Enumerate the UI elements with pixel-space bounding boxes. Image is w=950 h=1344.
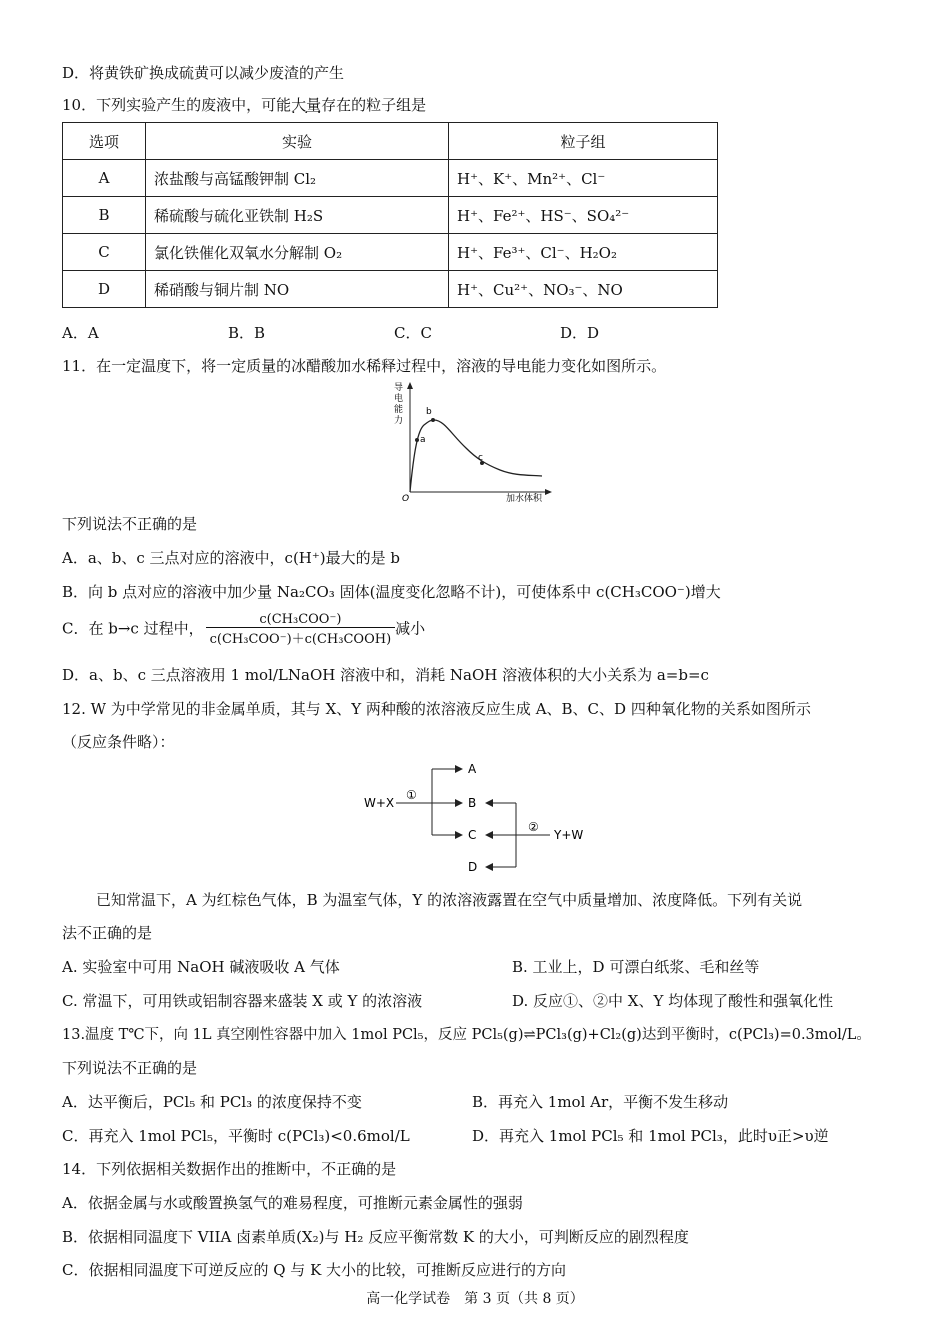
reaction-2-label: ②: [528, 820, 539, 834]
q10-stem-emphasis: 大量存在 · · ·: [291, 96, 351, 114]
table-cell-experiment: 稀硫酸与硫化亚铁制 H₂S: [146, 197, 449, 234]
q14-option-b: B．依据相同温度下 VIIA 卤素单质(X₂)与 H₂ 反应平衡常数 K 的大小，可判断反应的剧烈程度: [62, 1228, 689, 1246]
q10-choice-a: A．A: [62, 324, 99, 342]
q10-choices: [62, 322, 726, 343]
q12-stem-line1: 12. W 为中学常见的非金属单质，其与 X、Y 两种酸的浓溶液反应生成 A、B、C、D 四种氧化物的关系如图所示: [62, 700, 811, 718]
q13-option-c: C．再充入 1mol PCl₅，平衡时 c(PCl₃)<0.6mol/L: [62, 1127, 410, 1145]
q13-stem-line2: 下列说法不正确的是: [62, 1059, 198, 1077]
table-cell-option: A: [63, 160, 146, 197]
point-b: [431, 418, 435, 422]
q13-option-d: D．再充入 1mol PCl₅ 和 1mol PCl₃，此时υ正>υ逆: [472, 1127, 829, 1145]
q11-option-c-post: 减小: [395, 619, 426, 638]
point-c-label: c: [478, 453, 483, 463]
table-cell-option: C: [63, 234, 146, 271]
table-row: [63, 197, 718, 234]
y-axis-label-4: 力: [394, 416, 404, 426]
table-header-cell: 粒子组: [449, 123, 718, 160]
origin-label: O: [402, 494, 410, 504]
q10-stem: [62, 94, 426, 115]
reactants-y-w: Y+W: [554, 828, 584, 842]
y-axis-label-2: 电: [394, 394, 404, 404]
q12-reaction-diagram: [360, 755, 600, 877]
q11-option-a: A．a、b、c 三点对应的溶液中，c(H⁺)最大的是 b: [62, 549, 401, 567]
q11-option-c-pre: C．在 b→c 过程中，: [62, 619, 204, 638]
point-a-label: a: [420, 435, 426, 445]
y-axis-label-3: 能: [394, 405, 404, 415]
q12-context-line1: 已知常温下，A 为红棕色气体，B 为温室气体，Y 的浓溶液露置在空气中质量增加、浓度降低。下列有关说: [96, 891, 803, 909]
point-b-label: b: [426, 407, 432, 417]
table-row: [63, 234, 718, 271]
q14-option-a: A．依据金属与水或酸置换氢气的难易程度，可推断元素金属性的强弱: [62, 1194, 523, 1212]
table-cell-ions: H⁺、Cu²⁺、NO₃⁻、NO: [449, 271, 718, 308]
product-a: A: [468, 762, 477, 776]
product-b: B: [468, 796, 477, 810]
product-c: C: [468, 828, 477, 842]
q12-option-c: C. 常温下，可用铁或铝制容器来盛装 X 或 Y 的浓溶液: [62, 992, 423, 1010]
q12-stem-line2: （反应条件略）：: [62, 733, 175, 751]
q12-option-d: D. 反应①、②中 X、Y 均体现了酸性和强氧化性: [512, 992, 834, 1010]
fraction-denominator: c(CH₃COO⁻)＋c(CH₃COOH): [209, 632, 392, 647]
x-axis-arrow: [545, 489, 552, 495]
table-cell-option: B: [63, 197, 146, 234]
q11-conductivity-graph: [390, 380, 560, 504]
q11-stem: 11．在一定温度下，将一定质量的冰醋酸加水稀释过程中，溶液的导电能力变化如图所示。: [62, 357, 667, 375]
q13-option-a: A．达平衡后，PCl₅ 和 PCl₃ 的浓度保持不变: [62, 1093, 362, 1111]
q10-choice-b: B．B: [228, 324, 266, 342]
q13-option-b: B．再充入 1mol Ar，平衡不发生移动: [472, 1093, 729, 1111]
q11-fraction: [206, 612, 396, 647]
q11-option-c: [62, 612, 425, 647]
q11-prompt: 下列说法不正确的是: [62, 515, 198, 533]
table-cell-ions: H⁺、Fe²⁺、HS⁻、SO₄²⁻: [449, 197, 718, 234]
q10-stem-pre: 10．下列实验产生的废液中，可能: [62, 96, 292, 114]
reactants-w-x: W+X: [364, 796, 395, 810]
q12-option-b: B. 工业上，D 可漂白纸浆、毛和丝等: [512, 958, 760, 976]
q14-option-c: C．依据相同温度下可逆反应的 Q 与 K 大小的比较，可推断反应进行的方向: [62, 1261, 567, 1279]
q11-option-b: B．向 b 点对应的溶液中加少量 Na₂CO₃ 固体(温度变化忽略不计)，可使体系中 c(CH₃COO⁻)增大: [62, 583, 721, 601]
reaction-1-label: ①: [406, 788, 417, 802]
q14-stem: 14．下列依据相关数据作出的推断中，不正确的是: [62, 1160, 397, 1178]
fraction-numerator: c(CH₃COO⁻): [206, 612, 396, 628]
table-cell-option: D: [63, 271, 146, 308]
q9-option-d: D．将黄铁矿换成硫黄可以减少废渣的产生: [62, 64, 345, 82]
q10-choice-d: D．D: [560, 324, 600, 342]
product-d: D: [468, 860, 478, 874]
x-axis-label: 加水体积: [506, 494, 543, 504]
table-row: [63, 160, 718, 197]
table-row: [63, 271, 718, 308]
point-a: [415, 438, 419, 442]
q10-table: [62, 122, 718, 308]
q12-context-line2: 法不正确的是: [62, 924, 153, 942]
q10-stem-post: 的粒子组是: [351, 96, 427, 114]
table-cell-experiment: 浓盐酸与高锰酸钾制 Cl₂: [146, 160, 449, 197]
table-header-cell: 选项: [63, 123, 146, 160]
table-header-cell: 实验: [146, 123, 449, 160]
y-axis-arrow: [407, 382, 413, 389]
table-header-row: [63, 123, 718, 160]
y-axis-label-1: 导: [394, 383, 404, 393]
q11-option-d: D．a、b、c 三点溶液用 1 mol/LNaOH 溶液中和，消耗 NaOH 溶液体积的大小关系为 a=b=c: [62, 666, 709, 684]
page-footer: 高一化学试卷 第 3 页（共 8 页）: [366, 1291, 584, 1307]
q12-option-a: A. 实验室中可用 NaOH 碱液吸收 A 气体: [62, 958, 340, 976]
q10-choice-c: C．C: [394, 324, 432, 342]
table-cell-experiment: 稀硝酸与铜片制 NO: [146, 271, 449, 308]
table-cell-ions: H⁺、Fe³⁺、Cl⁻、H₂O₂: [449, 234, 718, 271]
q13-stem-line1: 13.温度 T℃下，向 1L 真空刚性容器中加入 1mol PCl₅，反应 PCl₅(g)⇌PCl₃(g)+Cl₂(g)达到平衡时，c(PCl₃)=0.3mol/L。: [62, 1027, 871, 1043]
conductivity-curve: [410, 420, 542, 492]
table-cell-ions: H⁺、K⁺、Mn²⁺、Cl⁻: [449, 160, 718, 197]
table-cell-experiment: 氯化铁催化双氧水分解制 O₂: [146, 234, 449, 271]
